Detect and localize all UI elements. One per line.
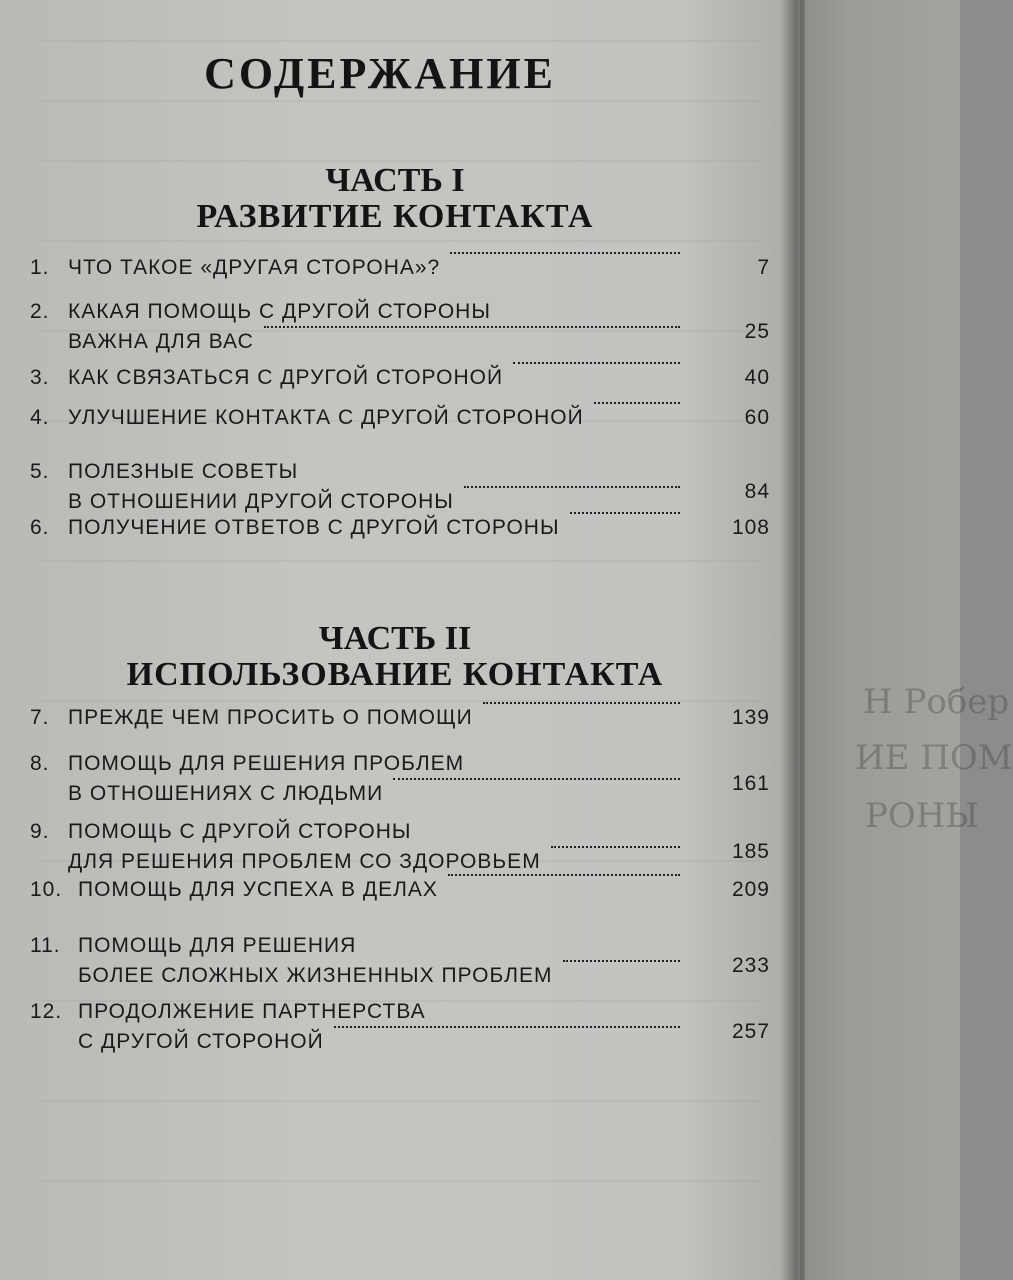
toc-leader-dots [464,486,680,488]
toc-entry [30,406,770,436]
part-2-title: ИСПОЛЬЗОВАНИЕ КОНТАКТА [126,656,664,693]
toc-leader-dots [393,778,680,780]
toc-entry-page-number: 161 [731,772,770,795]
toc-entry-title-line: С ДРУГОЙ СТОРОНОЙ [78,1030,324,1053]
toc-entry-number: 4. [30,406,50,429]
toc-entry-title-line: УЛУЧШЕНИЕ КОНТАКТА С ДРУГОЙ СТОРОНОЙ [68,406,584,429]
toc-entry-title-line: ВАЖНА ДЛЯ ВАС [68,330,254,353]
toc-entry-page-number: 60 [744,406,770,429]
toc-entry-page-number: 7 [757,256,770,279]
toc-leader-dots [264,326,680,328]
toc-leader-dots [448,874,680,876]
toc-entry-title-line: ЧТО ТАКОЕ «ДРУГАЯ СТОРОНА»? [68,256,441,279]
toc-leader-dots [551,846,680,848]
toc-leader-dots [563,960,680,962]
part-1-title: РАЗВИТИЕ КОНТАКТА [196,198,594,235]
part-1-label: ЧАСТЬ I [325,162,465,199]
toc-leader-dots [483,702,680,704]
toc-entry-title-line: ПОМОЩЬ ДЛЯ РЕШЕНИЯ ПРОБЛЕМ [68,752,465,775]
toc-entry-page-number: 108 [731,516,770,539]
toc-entry-title-line: ПРЕЖДЕ ЧЕМ ПРОСИТЬ О ПОМОЩИ [68,706,473,729]
toc-entry-title-line: ПРОДОЛЖЕНИЕ ПАРТНЕРСТВА [78,1000,426,1023]
toc-entry-title-line: ПОЛЕЗНЫЕ СОВЕТЫ [68,460,299,483]
part-2-label: ЧАСТЬ II [318,620,472,657]
toc-entry-number: 9. [30,820,50,843]
toc-entry-page-number: 25 [744,320,770,343]
toc-entry [30,300,770,360]
toc-entry [30,1000,770,1060]
toc-entry-page-number: 209 [731,878,770,901]
toc-entry [30,366,770,396]
toc-entry [30,706,770,736]
toc-entry-title-line: БОЛЕЕ СЛОЖНЫХ ЖИЗНЕННЫХ ПРОБЛЕМ [78,964,553,987]
toc-entry-page-number: 233 [731,954,770,977]
toc-entry-number: 1. [30,256,50,279]
facing-page-fragment: ИЕ ПОМ [855,738,1013,778]
toc-entry-title-line: КАКАЯ ПОМОЩЬ С ДРУГОЙ СТОРОНЫ [68,300,491,323]
toc-entry-page-number: 40 [744,366,770,389]
toc-entry-number: 7. [30,706,50,729]
toc-entry-title-line: ПОМОЩЬ С ДРУГОЙ СТОРОНЫ [68,820,412,843]
toc-entry-number: 11. [30,934,61,957]
toc-leader-dots [513,362,680,364]
toc-entry-title-line: ПОМОЩЬ ДЛЯ УСПЕХА В ДЕЛАХ [78,878,438,901]
toc-entry [30,934,770,994]
toc-entry-title-line: КАК СВЯЗАТЬСЯ С ДРУГОЙ СТОРОНОЙ [68,366,504,389]
facing-page-fragment: РОНЫ [865,796,979,836]
toc-entry-number: 10. [30,878,63,901]
toc-entry [30,256,770,286]
toc-entry-page-number: 84 [744,480,770,503]
toc-leader-dots [450,252,680,254]
toc-entry-page-number: 185 [731,840,770,863]
toc-leader-dots [594,402,680,404]
toc-entry [30,460,770,520]
toc-entry-number: 12. [30,1000,63,1023]
toc-entry [30,752,770,812]
toc-entry [30,516,770,546]
toc-entry [30,820,770,880]
toc-entry [30,878,770,908]
toc-entry-page-number: 139 [731,706,770,729]
toc-entry-title-line: В ОТНОШЕНИЯХ С ЛЮДЬМИ [68,782,384,805]
page-title: СОДЕРЖАНИЕ [204,49,556,98]
toc-entry-title-line: ПОЛУЧЕНИЕ ОТВЕТОВ С ДРУГОЙ СТОРОНЫ [68,516,560,539]
toc-entry-number: 3. [30,366,50,389]
facing-page-fragment: Н Робер [863,682,1010,722]
toc-entry-title-line: ПОМОЩЬ ДЛЯ РЕШЕНИЯ [78,934,357,957]
toc-leader-dots [334,1026,680,1028]
toc-entry-page-number: 257 [731,1020,770,1043]
toc-entry-number: 2. [30,300,50,323]
toc-entry-title-line: ДЛЯ РЕШЕНИЯ ПРОБЛЕМ СО ЗДОРОВЬЕМ [68,850,541,873]
toc-entry-number: 6. [30,516,50,539]
toc-leader-dots [570,512,680,514]
facing-page [805,0,1013,1280]
toc-entry-number: 8. [30,752,50,775]
toc-entry-number: 5. [30,460,50,483]
toc-entry-title-line: В ОТНОШЕНИИ ДРУГОЙ СТОРОНЫ [68,490,454,513]
